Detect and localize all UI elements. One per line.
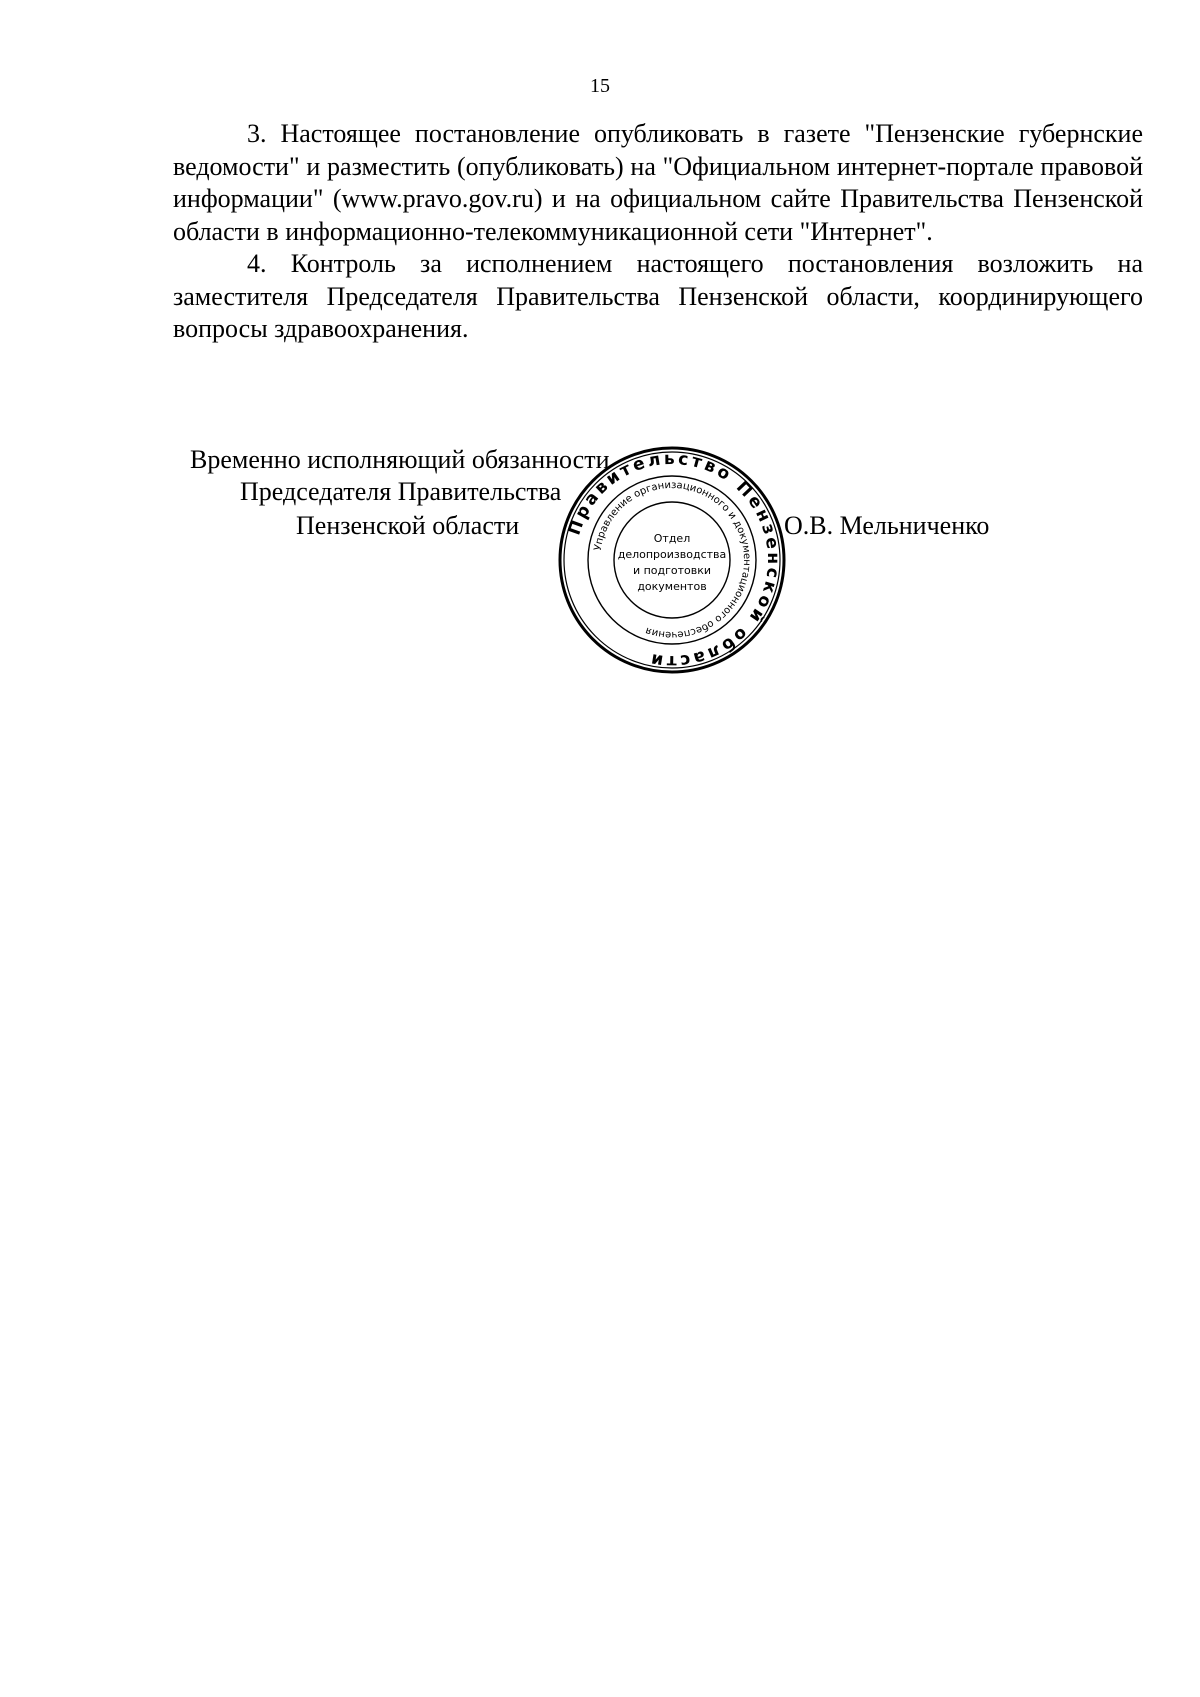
signatory-title-line-1: Временно исполняющий обязанности — [190, 445, 610, 474]
signatory-title-line-3: Пензенской области — [296, 511, 520, 540]
official-seal — [552, 440, 792, 680]
page-number: 15 — [590, 75, 610, 97]
seal-center-line-2: делопроизводства — [617, 548, 727, 561]
paragraph-4: 4. Контроль за исполнением настоящего постановления возложить на заместителя Председателя Правительства Пензенской области, координирующего вопросы здравоохранения. — [173, 249, 1143, 343]
document-body — [173, 118, 1143, 346]
signatory-name: О.В. Мельниченко — [784, 511, 990, 540]
seal-center-line-1: Отдел — [653, 532, 691, 545]
seal-inner-ring-text: Управление организационного и документационного обеспечения — [592, 479, 753, 641]
paragraph-3: 3. Настоящее постановление опубликовать в газете "Пензенские губернские ведомости" и разместить (опубликовать) на "Официальном интернет-портале правовой информации" (www.pravo.gov.ru) и на официальном сайте Правительства Пензенской области в информационно-телекоммуникационной сети "Интернет". — [173, 119, 1143, 246]
seal-center-line-4: документов — [637, 580, 707, 593]
seal-center-line-3: и подготовки — [632, 564, 712, 577]
seal-outer-text: Правительство Пензенской области — [564, 448, 784, 672]
signatory-title-line-2: Председателя Правительства — [240, 477, 562, 506]
